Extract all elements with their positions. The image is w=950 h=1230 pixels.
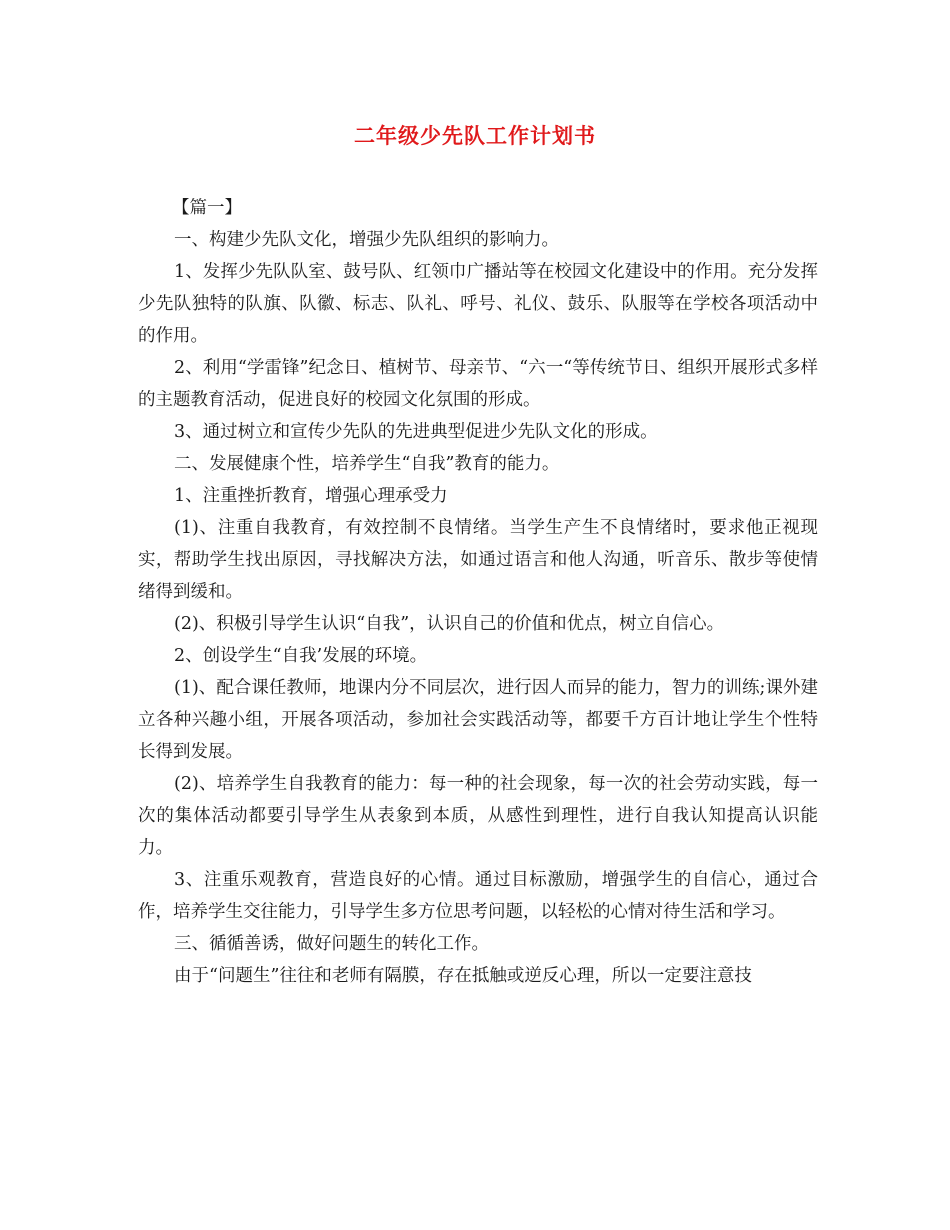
paragraph: 1、注重挫折教育，增强心理承受力 bbox=[174, 486, 448, 506]
paragraph: (2)、积极引导学生认识“自我”，认识自己的价值和优点，树立自信心。 bbox=[174, 614, 725, 634]
document-title: 二年级少先队工作计划书 bbox=[354, 123, 596, 148]
paragraph: 二、发展健康个性，培养学生“自我”教育的能力。 bbox=[174, 454, 560, 474]
paragraph: 由于“问题生”往往和老师有隔膜，存在抵触或逆反心理，所以一定要注意技 bbox=[174, 966, 752, 986]
document-body bbox=[138, 192, 818, 992]
paragraph: 2、利用“学雷锋”纪念日、植树节、母亲节、“六一“等传统节日、组织开展形式多样的主题教育活动，促进良好的校园文化氛围的形成。 bbox=[138, 358, 818, 410]
paragraph: 三、循循善诱，做好问题生的转化工作。 bbox=[174, 934, 489, 954]
paragraph: 一、构建少先队文化，增强少先队组织的影响力。 bbox=[174, 230, 559, 250]
paragraph: 3、通过树立和宣传少先队的先进典型促进少先队文化的形成。 bbox=[174, 422, 658, 442]
paragraph: (2)、培养学生自我教育的能力：每一种的社会现象，每一次的社会劳动实践，每一次的集体活动都要引导学生从表象到本质，从感性到理性，进行自我认知提高认识能力。 bbox=[138, 774, 818, 858]
paragraph: 2、创设学生“自我’发展的环境。 bbox=[174, 646, 428, 666]
section-label: 【篇一】 bbox=[172, 198, 242, 218]
paragraph: (1)、注重自我教育，有效控制不良情绪。当学生产生不良情绪时，要求他正视现实，帮助学生找出原因，寻找解决方法，如通过语言和他人沟通，听音乐、散步等使情绪得到缓和。 bbox=[138, 518, 818, 602]
paragraph: (1)、配合课任教师，地课内分不同层次，进行因人而异的能力，智力的训练;课外建立各种兴趣小组，开展各项活动，参加社会实践活动等，都要千方百计地让学生个性特长得到发展。 bbox=[138, 678, 818, 762]
paragraph: 3、注重乐观教育，营造良好的心情。通过目标激励，增强学生的自信心，通过合作，培养学生交往能力，引导学生多方位思考问题，以轻松的心情对待生活和学习。 bbox=[138, 870, 818, 922]
paragraph: 1、发挥少先队队室、鼓号队、红领巾广播站等在校园文化建设中的作用。充分发挥少先队独特的队旗、队徽、标志、队礼、呼号、礼仪、鼓乐、队服等在学校各项活动中的作用。 bbox=[138, 262, 818, 346]
